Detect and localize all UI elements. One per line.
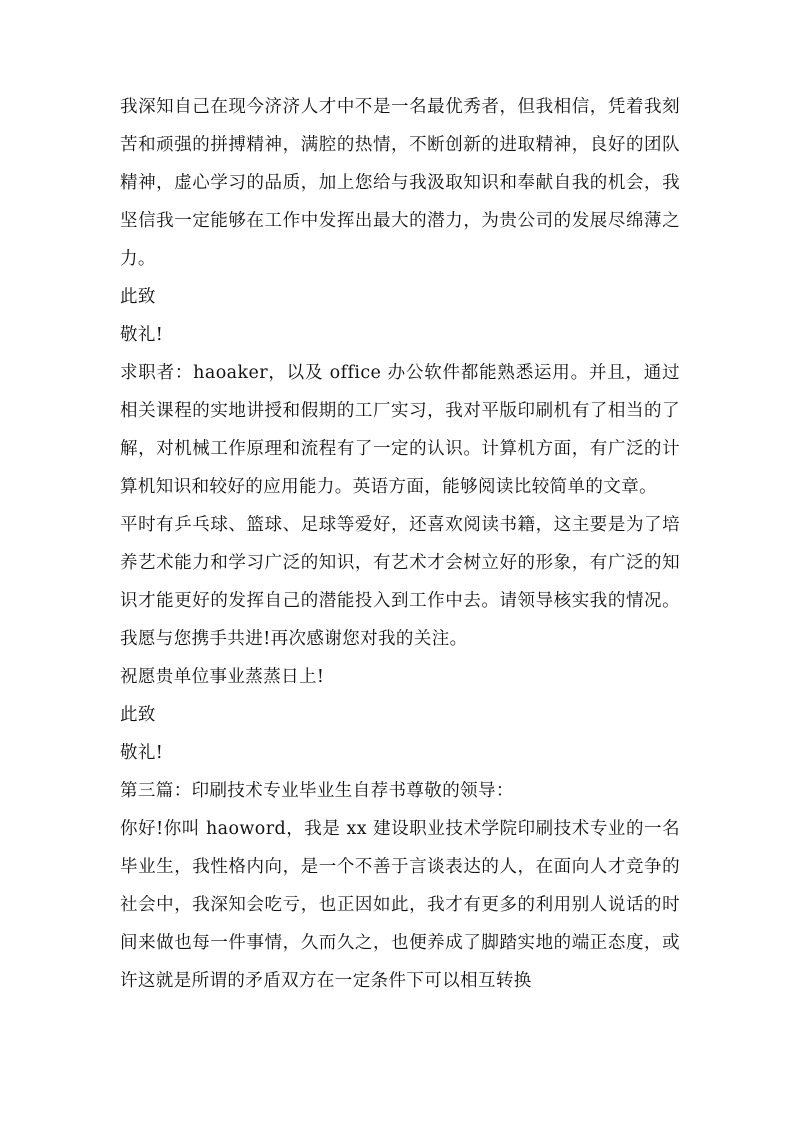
paragraph-introduction: 你好!你叫 haoword，我是 xx 建设职业技术学院印刷技术专业的一名毕业生，我性格内向，是一个不善于言谈表达的人，在面向人才竞争的社会中，我深知会吃亏，也正因如此，我才有更多的利用别人说话的时间来做也每一件事情，久而久之，也便养成了脚踏实地的端正态度，或许这就是所谓的矛盾双方在一定条件下可以相互转换 <box>120 819 680 991</box>
paragraph-confidence: 我深知自己在现今济济人才中不是一名最优秀者，但我相信，凭着我刻苦和顽强的拼搏精神，满腔的热情，不断创新的进取精神，良好的团队精神，虚心学习的品质，加上您给与我汲取知识和奉献自我的机会，我坚信我一定能够在工作中发挥出最大的潜力，为贵公司的发展尽绵薄之力。 <box>120 97 680 269</box>
closing-greeting: 此致 <box>120 287 156 307</box>
section-heading: 第三篇：印刷技术专业毕业生自荐书尊敬的领导： <box>120 781 514 801</box>
closing-greeting: 此致 <box>120 705 156 725</box>
paragraph-skills: 求职者：haoaker，以及 office 办公软件都能熟悉运用。并且，通过相关课程的实地讲授和假期的工厂实习，我对平版印刷机有了相当的了解，对机械工作原理和流程有了一定的认识。计算机方面，有广泛的计算机知识和较好的应用能力。英语方面，能够阅读比较简单的文章。 <box>120 363 680 497</box>
document-body <box>120 88 680 1000</box>
closing-salute: 敬礼! <box>120 743 164 763</box>
paragraph-hobbies: 平时有乒乓球、篮球、足球等爱好，还喜欢阅读书籍，这主要是为了培养艺术能力和学习广泛的知识，有艺术才会树立好的形象，有广泛的知识才能更好的发挥自己的潜能投入到工作中去。请领导核实我的情况。我愿与您携手共进!再次感谢您对我的关注。 <box>120 515 680 649</box>
paragraph-wishes: 祝愿贵单位事业蒸蒸日上! <box>120 667 325 687</box>
closing-salute: 敬礼! <box>120 325 164 345</box>
